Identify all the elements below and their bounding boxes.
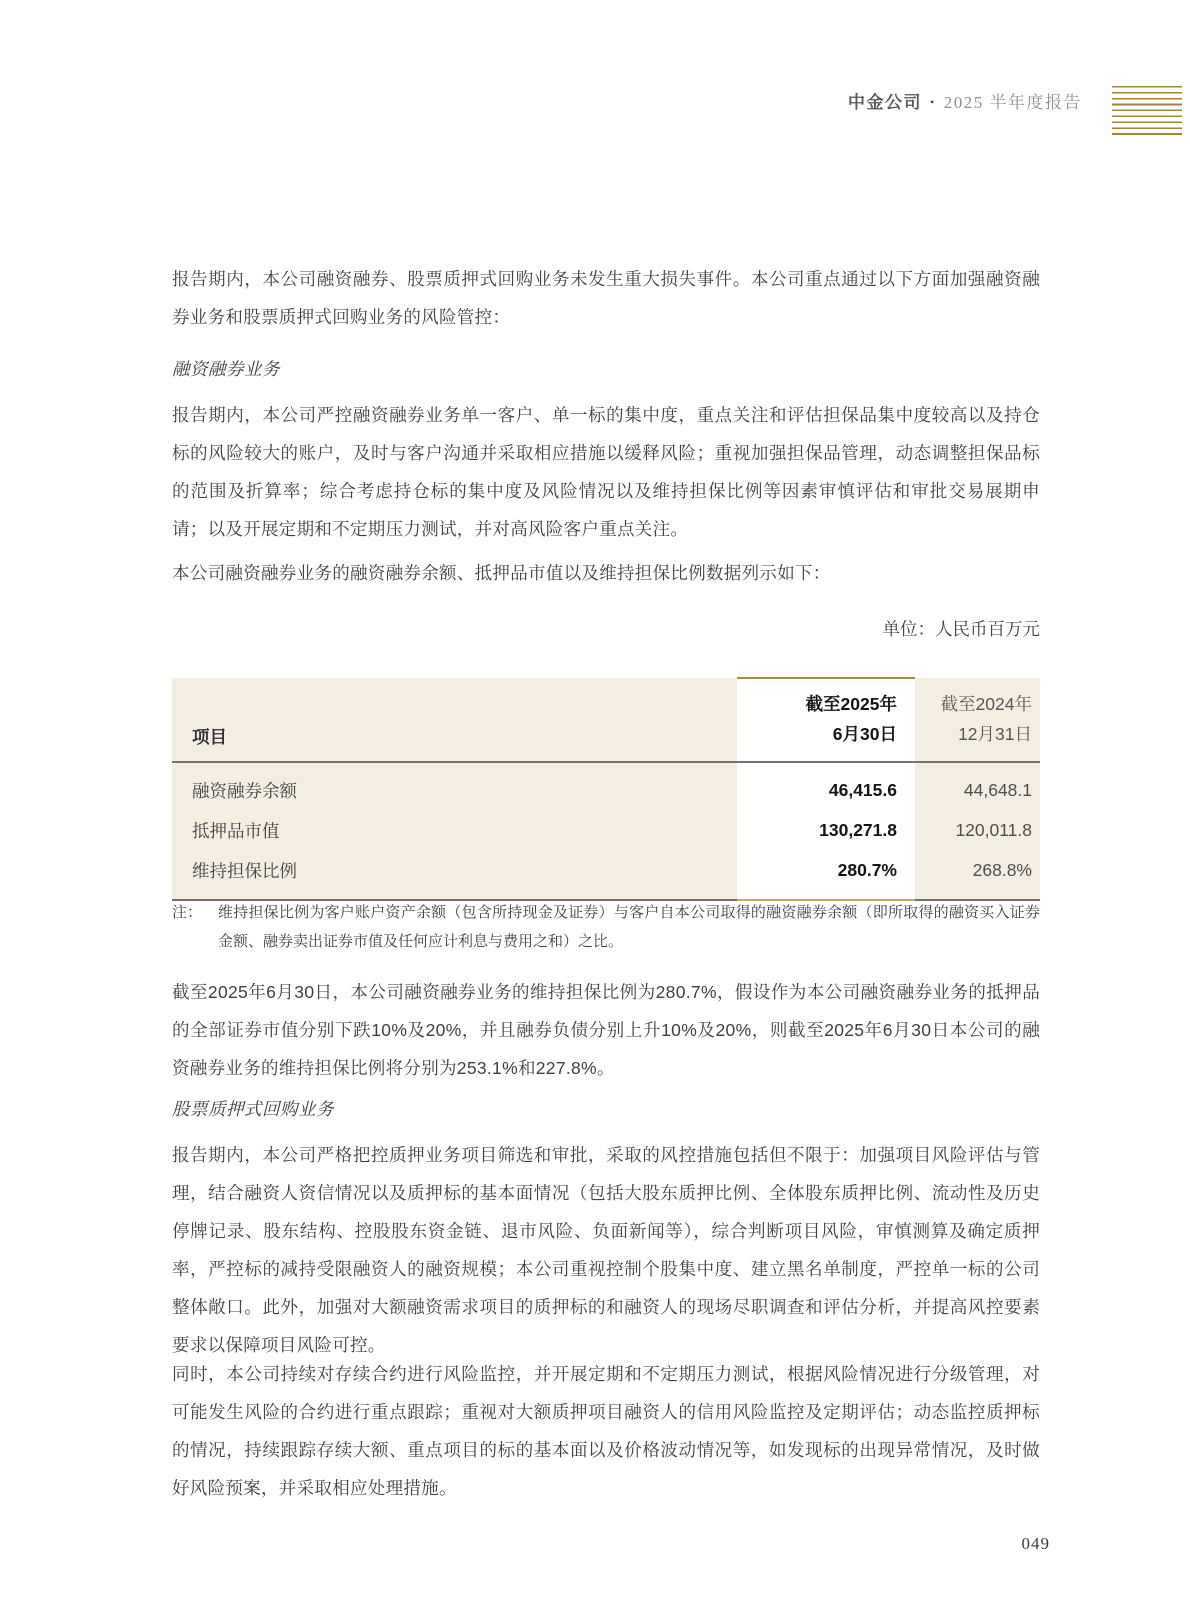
stripes-logo-icon: [1112, 86, 1182, 139]
table-note: [172, 898, 1040, 956]
paragraph-margin-financing-controls: 报告期内，本公司严控融资融券业务单一客户、单一标的集中度，重点关注和评估担保品集中度较高以及持仓标的风险较大的账户，及时与客户沟通并采取相应措施以缓释风险；重视加强担保品管理，动态调整担保品标的范围及折算率；综合考虑持仓标的集中度及风险情况以及维持担保比例等因素审慎评估和审批交易展期申请；以及开展定期和不定期压力测试，并对高风险客户重点关注。: [172, 405, 1040, 539]
margin-financing-table: [172, 677, 1040, 901]
note-text: 维持担保比例为客户账户资产余额（包含所持现金及证券）与客户自本公司取得的融资融券余额（即所取得的融资买入证券金额、融券卖出证券市值及任何应计利息与费用之和）之比。: [218, 904, 1040, 950]
table-header-2024: [915, 678, 1040, 762]
value-2025: 46,415.6: [737, 762, 915, 810]
paragraph-risk-overview: 报告期内，本公司融资融券、股票质押式回购业务未发生重大损失事件。本公司重点通过以下方面加强融资融券业务和股票质押式回购业务的风险管控：: [172, 269, 1040, 327]
row-label: 维持担保比例: [172, 850, 737, 900]
section-heading-stock-pledge: 股票质押式回购业务: [172, 1099, 334, 1119]
report-title: 2025 半年度报告: [943, 93, 1082, 112]
table-header-row: [172, 678, 1040, 762]
value-2024: 120,011.8: [915, 810, 1040, 850]
row-label: 抵押品市值: [172, 810, 737, 850]
paragraph-table-intro: 本公司融资融券业务的融资融券余额、抵押品市值以及维持担保比例数据列示如下：: [172, 563, 831, 583]
page-header: [848, 88, 1082, 113]
table-header-item: 项目: [172, 678, 737, 762]
brand-separator-dot: •: [930, 95, 936, 109]
brand-name: 中金公司: [848, 93, 923, 112]
table-header-2025: [737, 678, 915, 762]
page-number: 049: [1021, 1534, 1050, 1553]
table-row: [172, 810, 1040, 850]
value-2024: 44,648.1: [915, 762, 1040, 810]
paragraph-stock-pledge-controls: 报告期内，本公司严格把控质押业务项目筛选和审批，采取的风控措施包括但不限于：加强项目风险评估与管理，结合融资人资信情况以及质押标的基本面情况（包括大股东质押比例、全体股东质押比例、流动性及历史停牌记录、股东结构、控股股东资金链、退市风险、负面新闻等），综合判断项目风险，审慎测算及确定质押率，严控标的减持受限融资人的融资规模；本公司重视控制个股集中度、建立黑名单制度，严控单一标的公司整体敞口。此外，加强对大额融资需求项目的质押标的和融资人的现场尽职调查和评估分析，并提高风控要素要求以保障项目风险可控。: [172, 1145, 1040, 1355]
value-2025: 130,271.8: [737, 810, 915, 850]
value-2024: 268.8%: [915, 850, 1040, 900]
unit-label: 单位：人民币百万元: [882, 619, 1040, 639]
note-prefix: 注：: [172, 904, 203, 921]
table-row: [172, 762, 1040, 810]
table-header-2024-line1: 截至2024年: [940, 694, 1032, 714]
table-header-2025-line1: 截至2025年: [805, 694, 897, 714]
section-heading-margin-financing: 融资融券业务: [172, 359, 280, 379]
row-label: 融资融券余额: [172, 762, 737, 810]
table-row: [172, 850, 1040, 900]
paragraph-stress-test: 截至2025年6月30日，本公司融资融券业务的维持担保比例为280.7%，假设作为本公司融资融券业务的抵押品的全部证券市值分别下跌10%及20%，并且融券负债分别上升10%及20%，则截至2025年6月30日本公司的融资融券业务的维持担保比例将分别为253.1%和227.8%。: [172, 982, 1040, 1078]
paragraph-ongoing-monitoring: 同时，本公司持续对存续合约进行风险监控，并开展定期和不定期压力测试，根据风险情况进行分级管理，对可能发生风险的合约进行重点跟踪；重视对大额质押项目融资人的信用风险监控及定期评估；动态监控质押标的情况，持续跟踪存续大额、重点项目的标的基本面以及价格波动情况等，如发现标的出现异常情况，及时做好风险预案，并采取相应处理措施。: [172, 1364, 1040, 1498]
value-2025: 280.7%: [737, 850, 915, 900]
table-header-2025-line2: 6月30日: [832, 724, 897, 744]
table-header-2024-line2: 12月31日: [958, 724, 1032, 744]
margin-financing-table-wrapper: [172, 677, 1040, 901]
